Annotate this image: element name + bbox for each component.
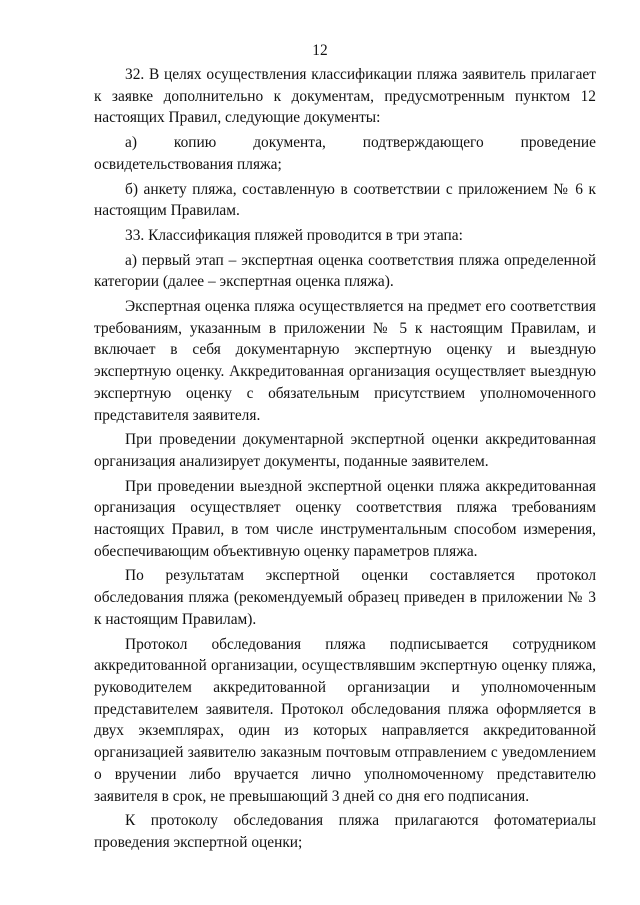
paragraph-32: 32. В целях осуществления классификации пляжа заявитель прилагает к заявке дополнительно к документам, предусмотренным пунктом 12 настоящих Правил, следующие документы: bbox=[94, 66, 596, 127]
paragraph-photo-materials: К протоколу обследования пляжа прилагаются фотоматериалы проведения экспертной оценки; bbox=[94, 812, 596, 851]
paragraph-33: 33. Классификация пляжей проводится в три этапа: bbox=[125, 226, 463, 244]
page-number: 12 bbox=[312, 42, 328, 59]
paragraph-33-a: а) первый этап – экспертная оценка соответствия пляжа определенной категории (далее – экспертная оценка пляжа). bbox=[94, 251, 596, 291]
paragraph-protocol-signing: Протокол обследования пляжа подписывается сотрудником аккредитованной организации, осуществлявшим экспертную оценку пляжа, руководителем аккредитованной организации и уполномоченным представителем заявителя. Протокол обследования пляжа оформляется в двух экземплярах, один из которых направляется аккредитованной организацией заявителю заказным почтовым отправлением с уведомлением о вручении либо вручается лично уполномоченному представителю заявителя в срок, не превышающий 3 дней со дня его подписания. bbox=[94, 635, 596, 805]
paragraph-documentary-assessment: При проведении документарной экспертной оценки аккредитованная организация анализирует документы, поданные заявителем. bbox=[94, 431, 596, 470]
paragraph-32-a: а) копию документа, подтверждающего проведение освидетельствования пляжа; bbox=[94, 134, 596, 173]
paragraph-32-b: б) анкету пляжа, составленную в соответствии с приложением № 6 к настоящим Правилам. bbox=[94, 180, 596, 220]
document-body bbox=[94, 64, 596, 854]
paragraph-expert-assessment: Экспертная оценка пляжа осуществляется на предмет его соответствия требованиям, указанным в приложении № 5 к настоящим Правилам, и включает в себя документарную экспертную оценку и выездную экспертную оценку. Аккредитованная организация осуществляет выездную экспертную оценку с обязательным присутствием уполномоченного представителя заявителя. bbox=[94, 298, 596, 424]
paragraph-onsite-assessment: При проведении выездной экспертной оценки пляжа аккредитованная организация осуществляет оценку соответствия пляжа требованиям настоящих Правил, в том числе инструментальным способом измерения, обеспечивающим объективную оценку параметров пляжа. bbox=[94, 477, 596, 560]
paragraph-protocol-drafting: По результатам экспертной оценки составляется протокол обследования пляжа (рекомендуемый образец приведен в приложении № 3 к настоящим Правилам). bbox=[94, 567, 596, 628]
